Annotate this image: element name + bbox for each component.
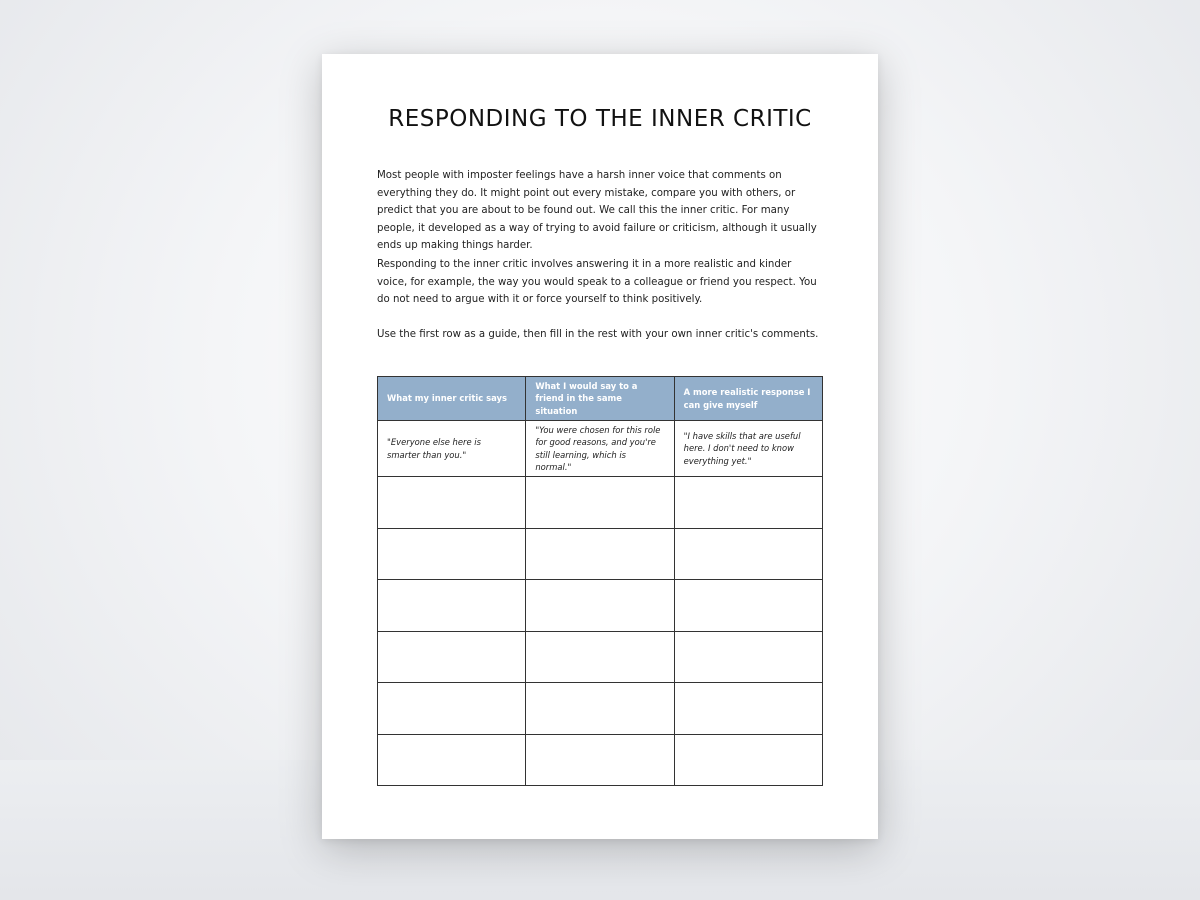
- page-title: RESPONDING TO THE INNER CRITIC: [388, 106, 812, 132]
- blank-cell[interactable]: [378, 528, 526, 580]
- table-row: [378, 528, 823, 580]
- blank-cell[interactable]: [378, 734, 526, 786]
- inner-critic-table: [377, 376, 823, 786]
- guide-paragraph: Use the first row as a guide, then fill in the rest with your own inner critic's comments.: [377, 329, 819, 340]
- table-row: [378, 580, 823, 632]
- blank-cell[interactable]: [378, 580, 526, 632]
- table-row: [378, 477, 823, 529]
- column-header-realistic-response: A more realistic response I can give myself: [674, 377, 822, 421]
- blank-cell[interactable]: [526, 734, 674, 786]
- blank-cell[interactable]: [526, 477, 674, 529]
- instructions-paragraph: Responding to the inner critic involves answering it in a more realistic and kinder voice, for example, the way you would speak to a colleague or friend you respect. You do not need to argue with it or force yourself to think positively.: [377, 259, 817, 306]
- column-header-inner-critic: What my inner critic says: [378, 377, 526, 421]
- table-row: [378, 631, 823, 683]
- blank-cell[interactable]: [526, 683, 674, 735]
- blank-cell[interactable]: [674, 580, 822, 632]
- intro-paragraph: Most people with imposter feelings have a harsh inner voice that comments on everything they do. It might point out every mistake, compare you with others, or predict that you are about to be found out. We call this the inner critic. For many people, it developed as a way of trying to avoid failure or criticism, although it usually ends up making things harder.: [377, 170, 817, 252]
- blank-cell[interactable]: [674, 477, 822, 529]
- blank-cell[interactable]: [526, 631, 674, 683]
- example-friend-cell: "You were chosen for this role for good reasons, and you're still learning, which is normal.": [526, 421, 674, 477]
- table-header-row: [378, 377, 823, 421]
- table-row: [378, 734, 823, 786]
- table-row: [378, 683, 823, 735]
- example-row: [378, 421, 823, 477]
- blank-cell[interactable]: [378, 683, 526, 735]
- example-inner-critic-cell: "Everyone else here is smarter than you.": [378, 421, 526, 477]
- column-header-friend: What I would say to a friend in the same situation: [526, 377, 674, 421]
- blank-cell[interactable]: [378, 631, 526, 683]
- blank-cell[interactable]: [378, 477, 526, 529]
- blank-cell[interactable]: [674, 528, 822, 580]
- blank-cell[interactable]: [674, 631, 822, 683]
- blank-cell[interactable]: [526, 580, 674, 632]
- blank-cell[interactable]: [674, 683, 822, 735]
- blank-cell[interactable]: [526, 528, 674, 580]
- blank-cell[interactable]: [674, 734, 822, 786]
- example-realistic-cell: "I have skills that are useful here. I don't need to know everything yet.": [674, 421, 822, 477]
